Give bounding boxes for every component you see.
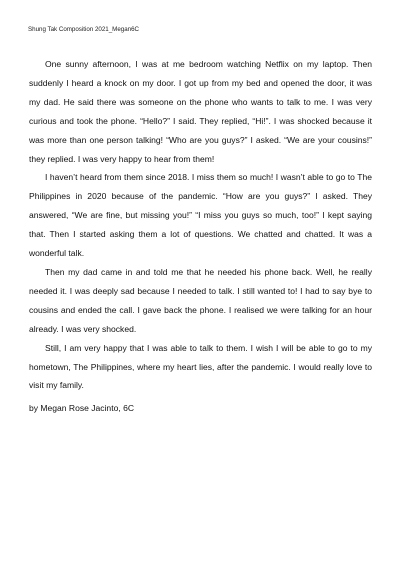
paragraph-3: Then my dad came in and told me that he needed his phone back. Well, he really needed it. I was deeply sad because I needed to talk. I still wanted to! I had to say bye to cousins and ended the call. I gave back the phone. I realised we were talking for an hour already. I was very shocked. [29,266,372,334]
document-header: Shung Tak Composition 2021_Megan6C [28,26,139,33]
composition-body [29,55,372,395]
paragraph-1: One sunny afternoon, I was at me bedroom watching Netflix on my laptop. Then suddenly I heard a knock on my door. I got up from my bed and opened the door, it was my dad. He said there was someone on the phone who wants to talk to me. I was very curious and took the phone. “Hello?” I said. They replied, “Hi!”. I was shocked because it was more than one person talking! “Who are you guys?” I asked. “We are your cousins!” they replied. I was very happy to hear from them! [29,59,372,164]
paragraph-4: Still, I am very happy that I was able to talk to them. I wish I will be able to go to my hometown, The Philippines, where my heart lies, after the pandemic. I would really love to visit my family. [29,342,372,391]
author-byline: by Megan Rose Jacinto, 6C [29,403,134,413]
paragraph-2: I haven’t heard from them since 2018. I miss them so much! I wasn’t able to go to The Philippines in 2020 because of the pandemic. “How are you guys?” I asked. They answered, “We are fine, but missing you!” “I miss you guys so much, too!” I kept saying that. Then I started asking them a lot of questions. We chatted and chatted. It was a wonderful talk. [29,172,372,259]
